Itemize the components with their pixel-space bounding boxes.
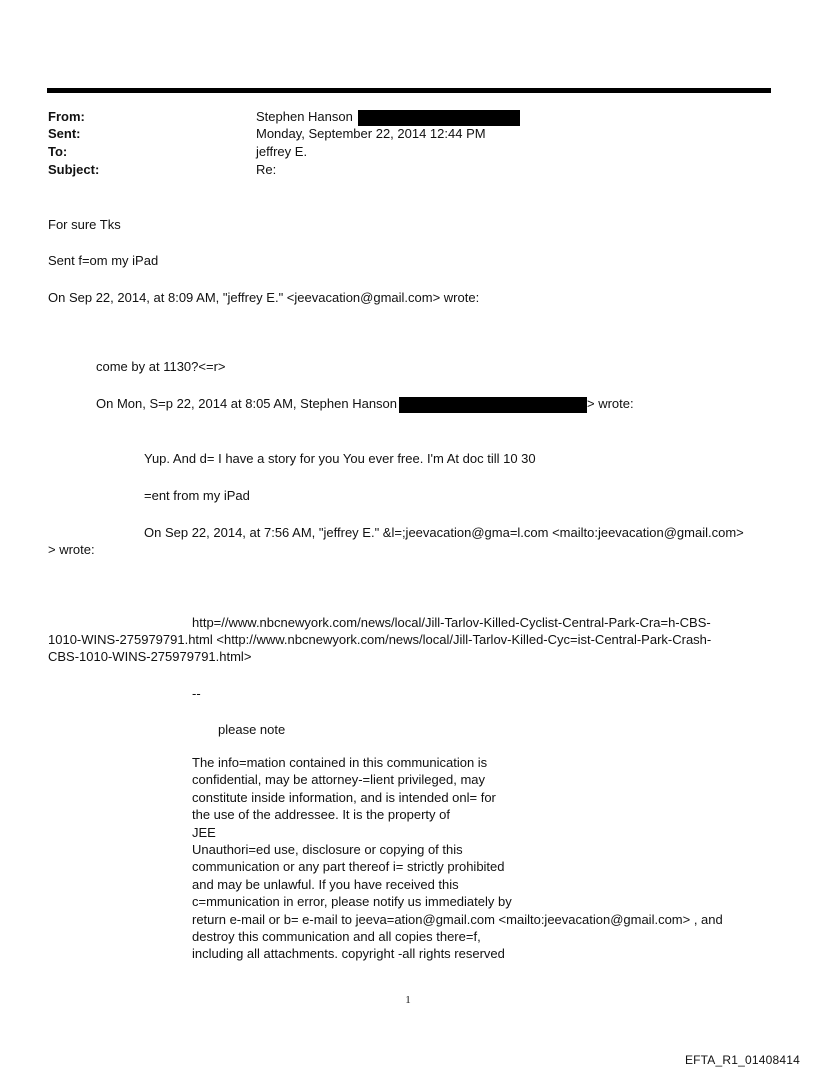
disclaimer-line: including all attachments. copyright -all rights reserved xyxy=(192,946,505,962)
disclaimer-line: communication or any part thereof i= strictly prohibited xyxy=(192,859,505,875)
quote1-attribution-end: > wrote: xyxy=(587,396,634,411)
body-line-attribution: On Sep 22, 2014, at 8:09 AM, "jeffrey E." <jeevacation@gmail.com> wrote: xyxy=(48,290,480,305)
disclaimer-line: return e-mail or b= e-mail to jeeva=ation@gmail.com <mailto:jeevacation@gmail.com> , and xyxy=(192,911,723,927)
to-value: jeffrey E. xyxy=(256,144,308,159)
from-name: Stephen Hanson xyxy=(256,109,353,124)
disclaimer-line: the use of the addressee. It is the property of xyxy=(192,807,450,823)
disclaimer-line: c=mmunication in error, please notify us immediately by xyxy=(192,894,512,910)
sent-value: Monday, September 22, 2014 12:44 PM xyxy=(256,126,486,141)
quote2-attribution-end: > wrote: xyxy=(48,542,95,557)
quote2-line1: Yup. And d= I have a story for you You ever free. I'm At doc till 10 30 xyxy=(144,451,536,466)
disclaimer-block xyxy=(192,754,772,963)
quote1-line1: come by at 1130?<=r> xyxy=(96,359,226,374)
disclaimer-line: confidential, may be attorney-=lient privileged, may xyxy=(192,772,486,788)
subject-value: Re: xyxy=(256,162,277,177)
sent-label: Sent: xyxy=(48,126,81,141)
disclaimer-line: Unauthori=ed use, disclosure or copying of this xyxy=(192,842,463,858)
quote1-attribution-text: On Mon, S=p 22, 2014 at 8:05 AM, Stephen Hanson xyxy=(96,396,398,411)
subject-label: Subject: xyxy=(48,162,100,177)
disclaimer-line: destroy this communication and all copies there=f, xyxy=(192,929,481,945)
quote2-line2: =ent from my iPad xyxy=(144,488,250,503)
from-value xyxy=(256,108,520,126)
header-rule xyxy=(47,88,771,93)
disclaimer-line: and may be unlawful. If you have received this xyxy=(192,876,459,892)
signature-separator: -- xyxy=(192,686,201,701)
to-label: To: xyxy=(48,144,68,159)
quote2-attribution: On Sep 22, 2014, at 7:56 AM, "jeffrey E." &l=;jeevacation@gma=l.com <mailto:jeevacation@gmail.com> xyxy=(144,525,744,540)
quote1-attribution xyxy=(96,395,634,413)
disclaimer-line: JEE xyxy=(192,824,216,840)
link-line2: 1010-WINS-275979791.html <http://www.nbcnewyork.com/news/local/Jill-Tarlov-Killed-Cyc=ist-Central-Park-Crash- xyxy=(48,632,712,647)
redaction-block xyxy=(399,397,587,413)
body-line-signature: Sent f=om my iPad xyxy=(48,253,159,268)
disclaimer-line: The info=mation contained in this communication is xyxy=(192,755,488,770)
from-label: From: xyxy=(48,109,85,124)
redaction-block xyxy=(358,110,520,126)
link-line3: CBS-1010-WINS-275979791.html> xyxy=(48,649,252,664)
body-line-reply: For sure Tks xyxy=(48,217,121,232)
please-note: please note xyxy=(218,722,286,737)
document-id: EFTA_R1_01408414 xyxy=(684,1053,800,1067)
page-number: 1 xyxy=(405,994,411,1006)
disclaimer-line: constitute inside information, and is intended onl= for xyxy=(192,789,496,805)
link-line1: http=//www.nbcnewyork.com/news/local/Jill-Tarlov-Killed-Cyclist-Central-Park-Cra=h-CBS- xyxy=(192,615,711,630)
